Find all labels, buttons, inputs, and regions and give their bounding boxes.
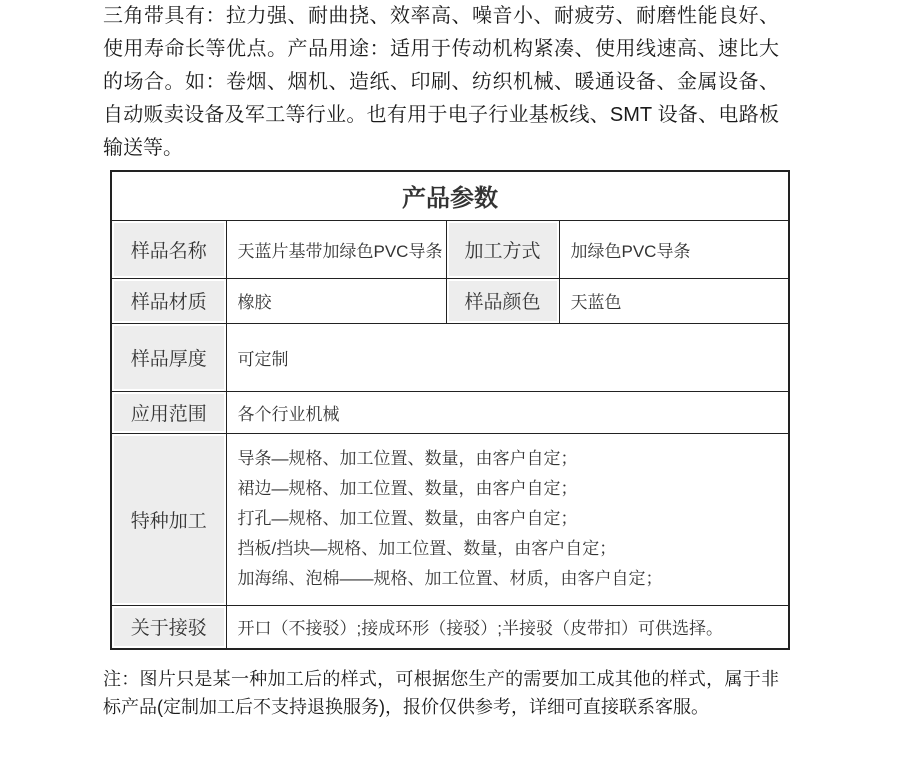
table-title: 产品参数 (111, 171, 789, 220)
intro-paragraph: 三角带具有：拉力强、耐曲挠、效率高、噪音小、耐疲劳、耐磨性能良好、使用寿命长等优点。产品用途：适用于传动机构紧凑、使用线速高、速比大的场合。如：卷烟、烟机、造纸、印刷、纺织机械、暖通设备、金属设备、自动贩卖设备及军工等行业。也有用于电子行业基板线、SMT 设备、电路板输送等。 (103, 5, 779, 159)
table-row (111, 323, 789, 391)
spec-line-sponge-foam: 加海绵、泡棉——规格、加工位置、材质，由客户自定； (237, 569, 663, 588)
spec-line-punching: 打孔—规格、加工位置、数量，由客户自定； (237, 509, 578, 528)
sample-thickness-label: 样品厚度 (111, 323, 226, 391)
table-row (111, 220, 789, 278)
spec-line-guide-strip: 导条—规格、加工位置、数量，由客户自定； (237, 449, 578, 468)
application-scope-label: 应用范围 (111, 391, 226, 433)
sample-thickness-value: 可定制 (226, 323, 789, 391)
spec-line-skirt: 裙边—规格、加工位置、数量，由客户自定； (237, 479, 578, 498)
table-row (111, 605, 789, 649)
footnote-paragraph: 注：图片只是某一种加工后的样式，可根据您生产的需要加工成其他的样式，属于非标产品(定制加工后不支持退换服务)，报价仅供参考，详细可直接联系客服。 (103, 669, 779, 717)
processing-method-value: 加绿色PVC导条 (559, 220, 789, 278)
spec-line-baffle: 挡板/挡块—规格、加工位置、数量，由客户自定； (237, 539, 617, 558)
sample-name-value: 天蓝片基带加绿色PVC导条 (226, 220, 446, 278)
table-title-row (111, 171, 789, 220)
sample-color-value: 天蓝色 (559, 278, 789, 323)
joining-label: 关于接驳 (111, 605, 226, 649)
sample-material-value: 橡胶 (226, 278, 446, 323)
processing-method-label: 加工方式 (446, 220, 559, 278)
product-parameters-table (110, 170, 790, 650)
table-row (111, 278, 789, 323)
sample-color-label: 样品颜色 (446, 278, 559, 323)
joining-value: 开口（不接驳）;接成环形（接驳）;半接驳（皮带扣）可供选择。 (226, 605, 789, 649)
application-scope-value: 各个行业机械 (226, 391, 789, 433)
table-row (111, 433, 789, 605)
sample-material-label: 样品材质 (111, 278, 226, 323)
special-processing-label: 特种加工 (111, 433, 226, 605)
table-row (111, 391, 789, 433)
product-description-section (103, 0, 793, 721)
special-processing-value (226, 433, 789, 605)
sample-name-label: 样品名称 (111, 220, 226, 278)
